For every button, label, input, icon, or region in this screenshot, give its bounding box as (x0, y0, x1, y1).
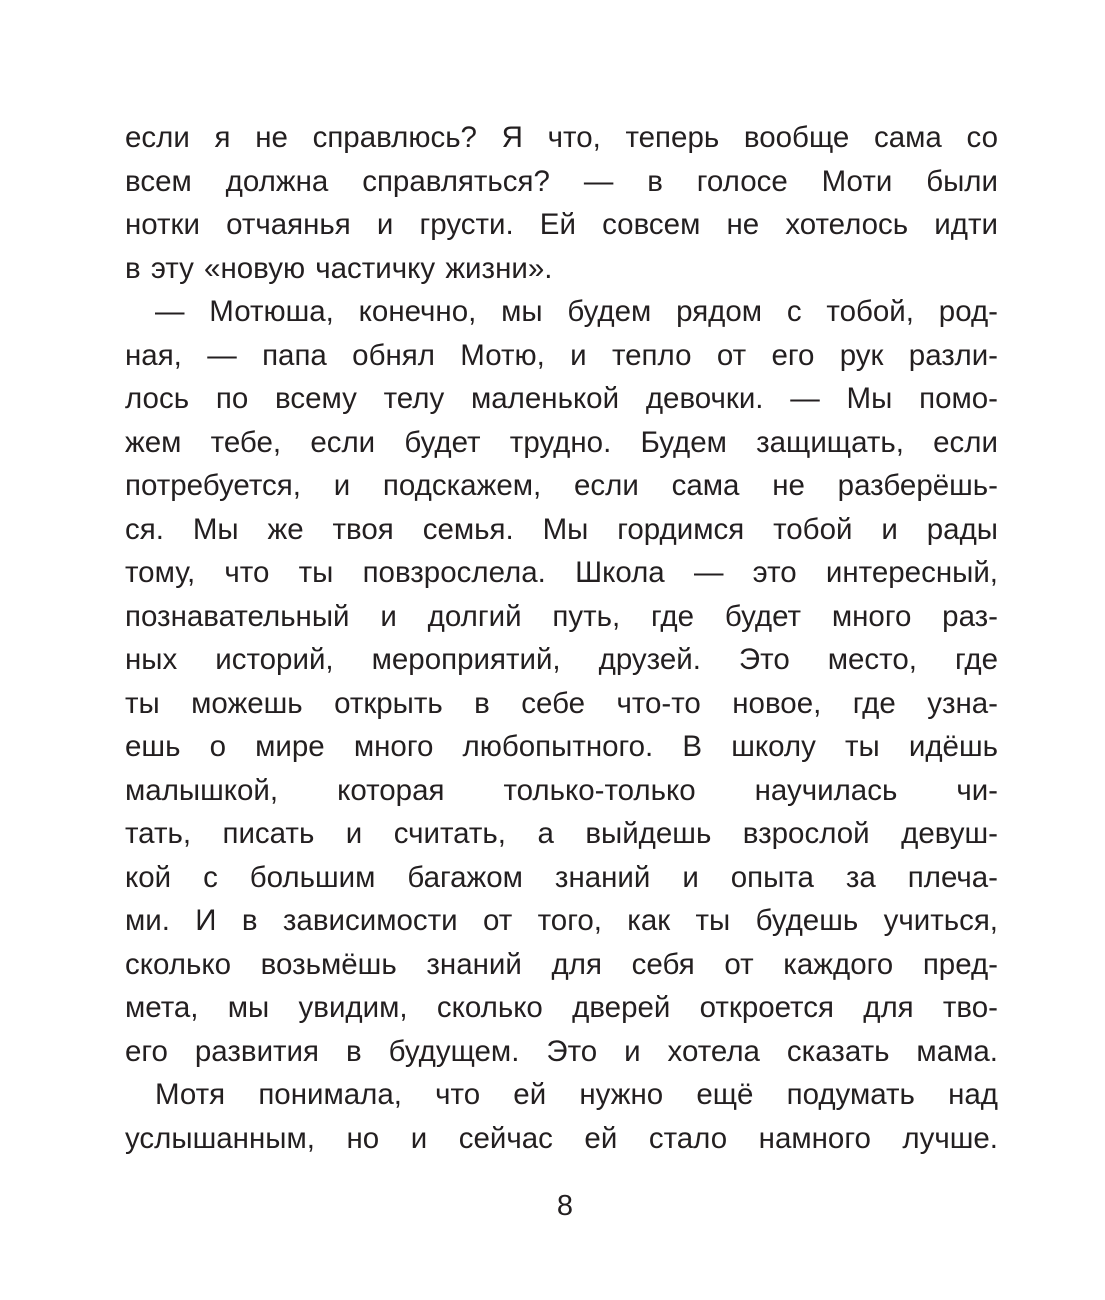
text-line: мета, мы увидим, сколько дверей откроется для тво- (125, 991, 998, 1024)
text-line: ты можешь открыть в себе что-то новое, где узна- (125, 686, 998, 720)
text-line: ешь о мире много любопытного. В школу ты идёшь (125, 730, 998, 763)
page-number: 8 (556, 1190, 574, 1222)
text-line: ных историй, мероприятий, друзей. Это место, где (125, 643, 998, 676)
text-line: познавательный и долгий путь, где будет много раз- (125, 599, 998, 633)
text-line: сколько возьмёшь знаний для себя от каждого пред- (125, 947, 998, 981)
text-line: тому, что ты повзрослела. Школа — это интересный, (125, 556, 998, 589)
text-line: в эту «новую частичку жизни». (125, 251, 553, 285)
text-line: ся. Мы же твоя семья. Мы гордимся тобой и рады (125, 512, 998, 546)
text-line: если я не справлюсь? Я что, теперь вообще сама со (125, 121, 998, 154)
text-line: ная, — папа обнял Мотю, и тепло от его рук разли- (125, 338, 998, 372)
text-line: услышанным, но и сейчас ей стало намного лучше. (125, 1121, 998, 1155)
text-line: кой с большим багажом знаний и опыта за плеча- (125, 860, 998, 894)
text-line: нотки отчаянья и грусти. Ей совсем не хотелось идти (125, 208, 998, 241)
text-line: его развития в будущем. Это и хотела сказать мама. (125, 1034, 998, 1068)
text-line: тать, писать и считать, а выйдешь взрослой девуш- (125, 817, 998, 850)
text-line: малышкой, которая только-только научилась чи- (125, 773, 998, 807)
text-line: Мотя понимала, что ей нужно ещё подумать над (155, 1078, 998, 1111)
text-line: потребуется, и подскажем, если сама не разберёшь- (125, 469, 998, 502)
page-body (125, 116, 998, 1160)
text-line: лось по всему телу маленькой девочки. — Мы помо- (125, 382, 998, 415)
text-line: — Мотюша, конечно, мы будем рядом с тобой, род- (155, 295, 998, 328)
text-line: ми. И в зависимости от того, как ты будешь учиться, (125, 904, 998, 937)
text-line: жем тебе, если будет трудно. Будем защищать, если (125, 425, 998, 459)
text-line: всем должна справляться? — в голосе Моти были (125, 164, 998, 198)
